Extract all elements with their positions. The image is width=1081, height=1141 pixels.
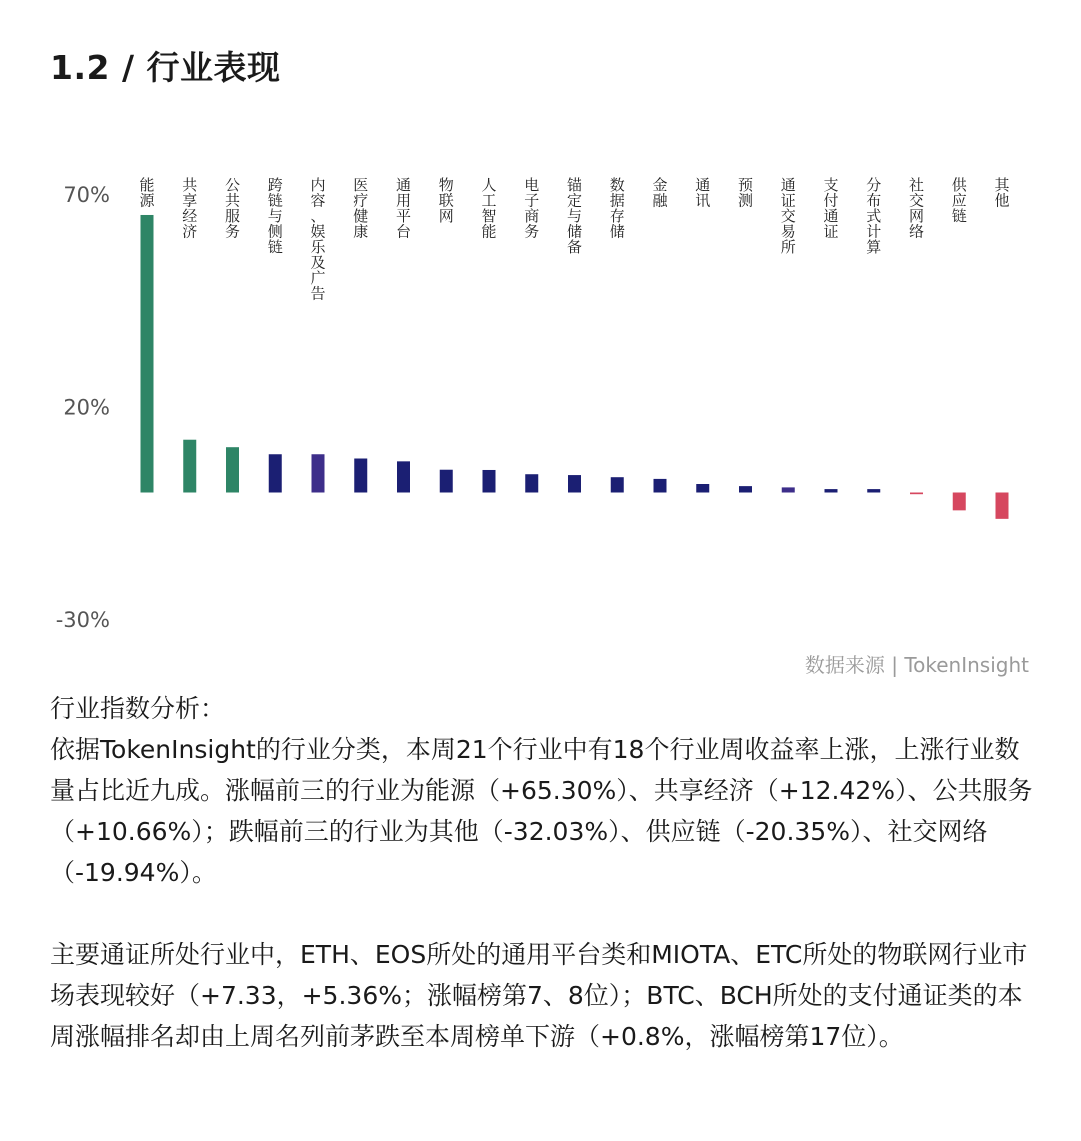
bar-21 [996,493,1009,519]
bar-19 [910,493,923,495]
category-label: 医疗健康 [353,176,369,241]
category-label: 物联网 [438,176,454,225]
analysis-paragraph-1: 依据TokenInsight的行业分类，本周21个行业中有18个行业周收益率上涨，上涨行业数量占比近九成。涨幅前三的行业为能源（+65.30%）、共享经济（+12.42%）、公共服务（+10.66%）；跌幅前三的行业为其他（-32.03%）、供应链（-20.35%）、社交网络（-19.94%）。 [50,735,1033,887]
bar-12 [611,477,624,492]
bar-15 [739,486,752,492]
category-label: 电子商务 [524,176,540,241]
category-label: 供应链 [951,176,967,225]
category-label: 人工智能 [481,176,497,241]
page-title: 1.2 / 行业表现 [50,48,281,87]
bar-16 [782,487,795,492]
bar-7 [397,461,410,492]
analysis-heading: 行业指数分析： [50,694,226,723]
category-label: 分布式计算 [866,176,882,256]
analysis-text [50,688,1035,1057]
category-label: 支付通证 [823,176,839,241]
bars [141,215,1009,519]
bar-6 [354,459,367,493]
category-label: 跨链与侧链 [267,176,283,256]
y-tick-label: -30% [55,608,110,632]
bar-11 [568,475,581,492]
bar-17 [825,489,838,492]
industry-bar-chart [0,160,1081,640]
category-label: 通讯 [695,176,711,210]
category-label: 预测 [737,176,754,210]
category-label: 共享经济 [182,176,198,241]
category-label: 通证交易所 [780,176,796,256]
bar-20 [953,493,966,511]
category-label: 其他 [994,176,1010,210]
bar-18 [867,489,880,492]
category-labels [139,176,1010,303]
bar-9 [483,470,496,493]
y-tick-label: 20% [63,395,110,420]
category-label: 社交网络 [908,176,925,241]
category-label: 内容、娱乐及广告 [310,176,326,303]
source-label: 数据来源 | TokenInsight [804,653,1029,677]
category-label: 数据存储 [609,176,625,241]
bar-14 [696,484,709,493]
category-label: 锚定与储备 [566,176,583,256]
analysis-paragraph-2: 主要通证所处行业中，ETH、EOS所处的通用平台类和MIOTA、ETC所处的物联网行业市场表现较好（+7.33，+5.36%；涨幅榜第7、8位）；BTC、BCH所处的支付通证类的本周涨幅排名却由上周名列前茅跌至本周榜单下游（+0.8%，涨幅榜第17位）。 [50,940,1028,1051]
bar-2 [183,440,196,493]
bar-8 [440,470,453,493]
category-label: 通用平台 [395,176,412,241]
bar-1 [141,215,154,493]
category-label: 公共服务 [224,176,241,241]
y-tick-label: 70% [63,183,110,207]
bar-5 [312,454,325,492]
category-label: 金融 [652,176,668,210]
category-label: 能源 [139,176,155,210]
y-axis [56,183,110,632]
bar-4 [269,454,282,492]
bar-3 [226,447,239,492]
bar-13 [654,479,667,493]
bar-10 [525,474,538,492]
